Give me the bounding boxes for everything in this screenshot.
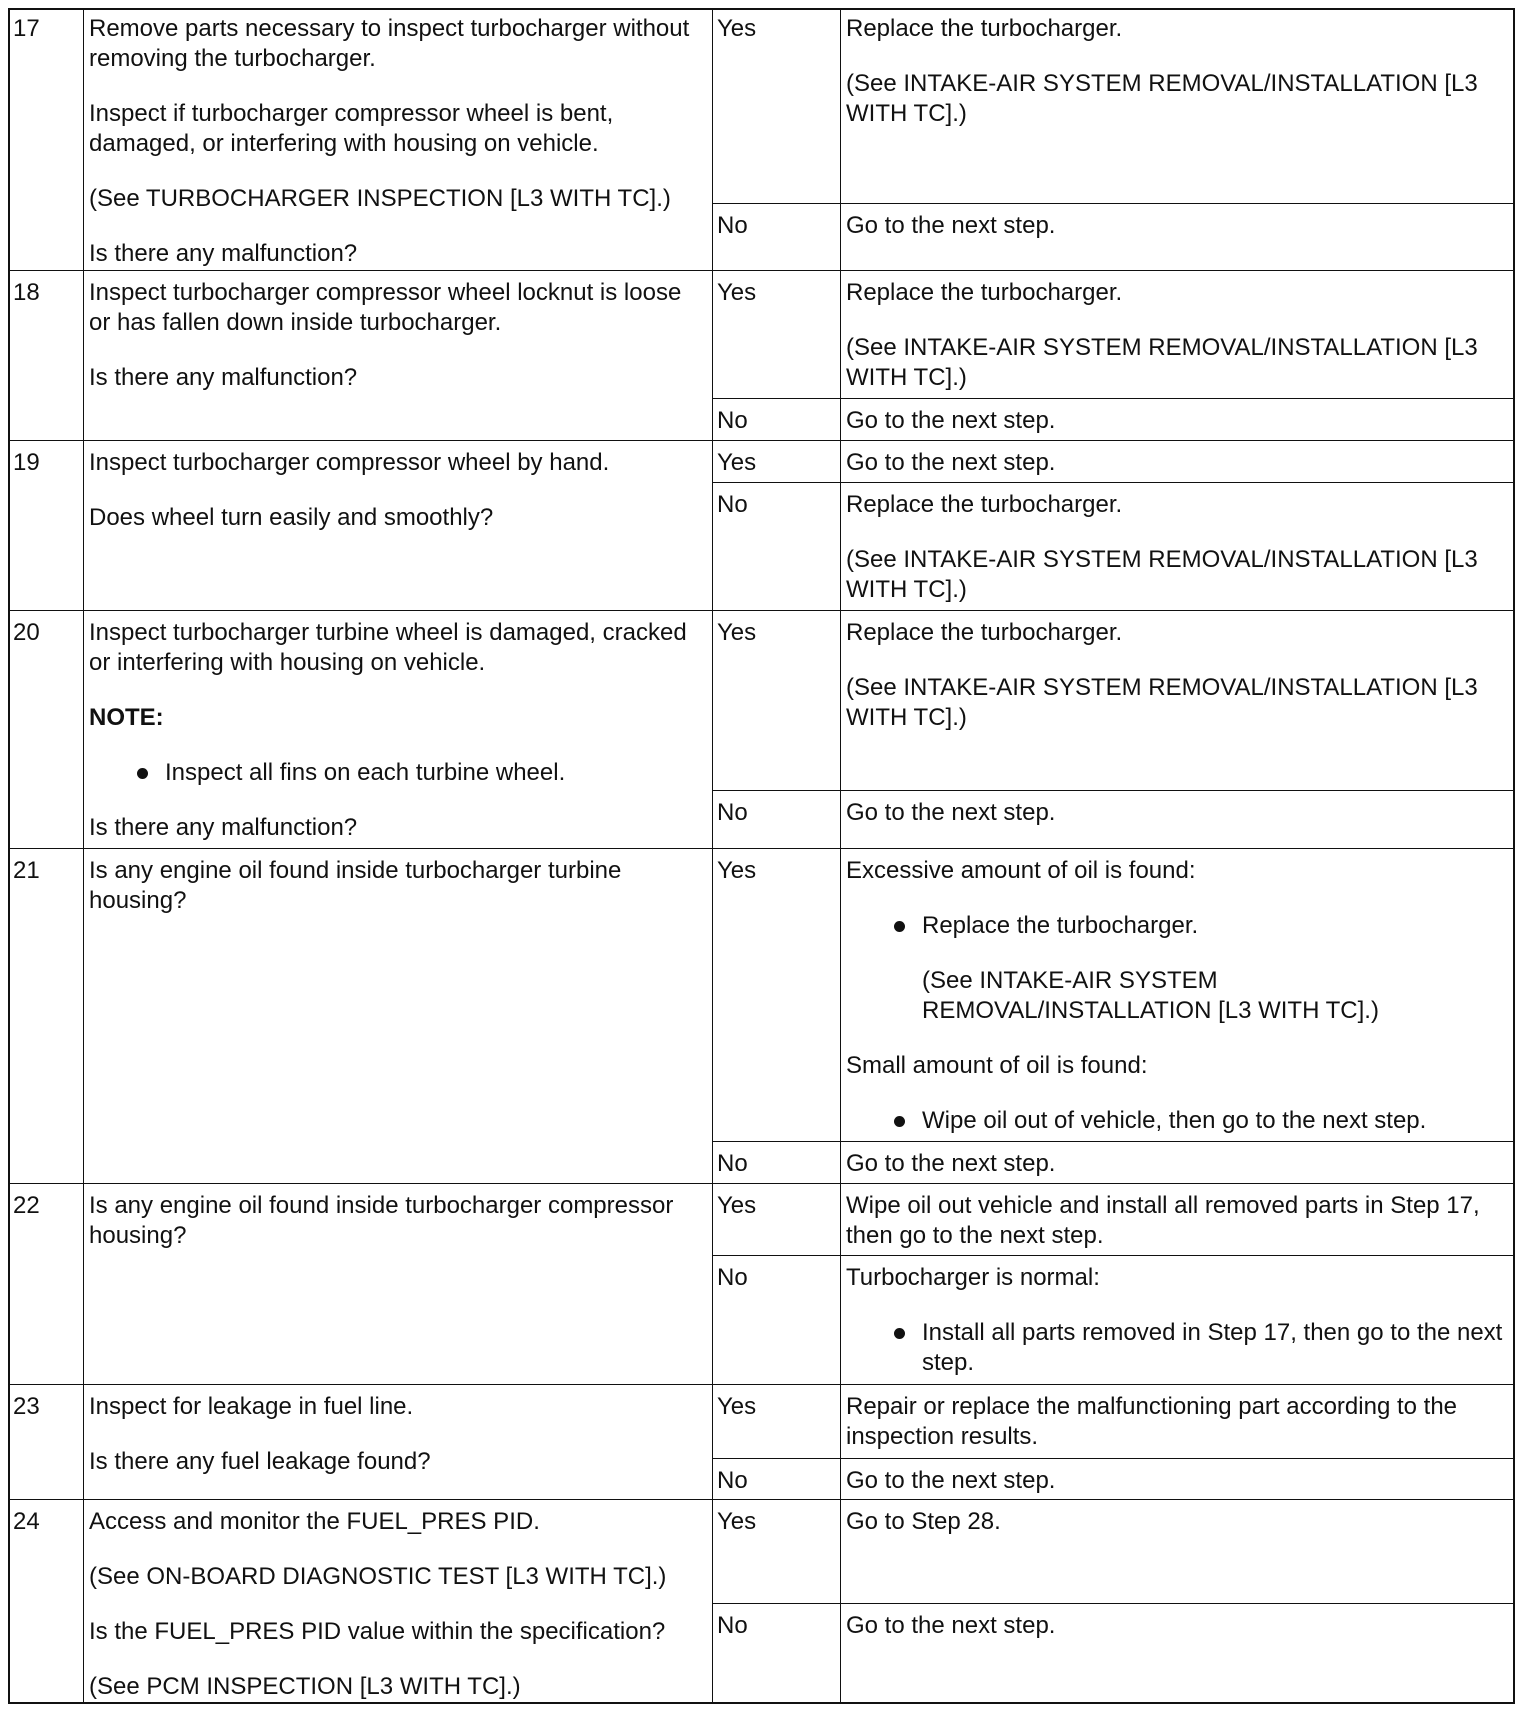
no-label: No <box>717 1150 748 1177</box>
row-divider <box>10 848 1515 849</box>
reference-text: (See INTAKE-AIR SYSTEM REMOVAL/INSTALLATION [L3 WITH TC].) <box>922 967 1379 1024</box>
yes-no-divider <box>712 1603 1515 1604</box>
question-text: Inspect if turbocharger compressor wheel is bent, damaged, or interfering with housing on vehicle. <box>89 100 614 157</box>
column-divider <box>83 10 84 1704</box>
action-text: Small amount of oil is found: <box>846 1052 1148 1079</box>
no-label: No <box>717 1612 748 1639</box>
step-question <box>89 1507 707 1702</box>
no-action: Go to the next step. <box>846 1150 1056 1177</box>
question-prompt: Is there any fuel leakage found? <box>89 1448 431 1475</box>
action-text: Replace the turbocharger. <box>846 619 1123 646</box>
action-text: Replace the turbocharger. <box>846 15 1123 42</box>
question-prompt: Is there any malfunction? <box>89 814 358 841</box>
yes-no-divider <box>712 1458 1515 1459</box>
no-action <box>846 490 1511 605</box>
reference-text: (See INTAKE-AIR SYSTEM REMOVAL/INSTALLATION [L3 WITH TC].) <box>846 546 1478 603</box>
yes-label: Yes <box>717 619 757 646</box>
yes-label: Yes <box>717 857 757 884</box>
step-question <box>89 1191 707 1251</box>
note-bullet: Inspect all fins on each turbine wheel. <box>89 758 707 788</box>
yes-no-divider <box>712 398 1515 399</box>
row-divider <box>10 270 1515 271</box>
question-text: Access and monitor the FUEL_PRES PID. <box>89 1508 540 1535</box>
question-prompt: Is there any malfunction? <box>89 364 358 391</box>
no-label: No <box>717 1264 748 1291</box>
yes-no-divider <box>712 482 1515 483</box>
action-bullet: Replace the turbocharger. <box>846 911 1511 941</box>
step-number: 18 <box>13 279 40 306</box>
yes-label: Yes <box>717 15 757 42</box>
step-number: 21 <box>13 857 40 884</box>
no-label: No <box>717 407 748 434</box>
step-question <box>89 1392 707 1477</box>
reference-text: (See INTAKE-AIR SYSTEM REMOVAL/INSTALLATION [L3 WITH TC].) <box>846 70 1478 127</box>
action-text: Turbocharger is normal: <box>846 1264 1100 1291</box>
row-divider <box>10 610 1515 611</box>
yes-action: Go to Step 28. <box>846 1508 1001 1535</box>
row-divider <box>10 1183 1515 1184</box>
question-prompt: Is the FUEL_PRES PID value within the specification? <box>89 1618 666 1645</box>
row-divider <box>10 440 1515 441</box>
column-divider <box>712 10 713 1704</box>
no-label: No <box>717 491 748 518</box>
yes-no-divider <box>712 203 1515 204</box>
yes-action <box>846 278 1511 393</box>
question-prompt: Is there any malfunction? <box>89 240 358 267</box>
step-number: 22 <box>13 1192 40 1219</box>
step-number: 17 <box>13 15 40 42</box>
no-label: No <box>717 799 748 826</box>
yes-no-divider <box>712 1255 1515 1256</box>
question-text: Inspect for leakage in fuel line. <box>89 1393 414 1420</box>
yes-action: Go to the next step. <box>846 449 1056 476</box>
no-label: No <box>717 1467 748 1494</box>
question-text: Inspect turbocharger compressor wheel locknut is loose or has fallen down inside turbocharger. <box>89 279 682 336</box>
step-question <box>89 278 707 393</box>
yes-label: Yes <box>717 449 757 476</box>
yes-action <box>846 856 1511 1136</box>
note-label: NOTE: <box>89 704 164 731</box>
no-action: Go to the next step. <box>846 1467 1056 1494</box>
step-question <box>89 618 707 843</box>
no-action: Go to the next step. <box>846 212 1056 239</box>
action-text: Excessive amount of oil is found: <box>846 857 1196 884</box>
column-divider <box>840 10 841 1704</box>
step-number: 23 <box>13 1393 40 1420</box>
no-action: Go to the next step. <box>846 799 1056 826</box>
action-text: Replace the turbocharger. <box>846 279 1123 306</box>
reference-text: (See INTAKE-AIR SYSTEM REMOVAL/INSTALLATION [L3 WITH TC].) <box>846 334 1478 391</box>
troubleshooting-table <box>8 8 1515 1704</box>
question-text: Is any engine oil found inside turbocharger turbine housing? <box>89 857 622 914</box>
note-heading <box>89 703 707 733</box>
step-question <box>89 856 707 916</box>
reference-text: (See TURBOCHARGER INSPECTION [L3 WITH TC].) <box>89 185 671 212</box>
question-text: Remove parts necessary to inspect turbocharger without removing the turbocharger. <box>89 15 690 72</box>
reference-text: (See PCM INSPECTION [L3 WITH TC].) <box>89 1673 521 1700</box>
step-number: 20 <box>13 619 40 646</box>
reference-text: (See INTAKE-AIR SYSTEM REMOVAL/INSTALLATION [L3 WITH TC].) <box>846 674 1478 731</box>
action-text: Replace the turbocharger. <box>846 491 1123 518</box>
yes-no-divider <box>712 1141 1515 1142</box>
yes-action <box>846 618 1511 733</box>
no-action <box>846 1263 1511 1378</box>
reference-text: (See ON-BOARD DIAGNOSTIC TEST [L3 WITH TC].) <box>89 1563 667 1590</box>
yes-label: Yes <box>717 1192 757 1219</box>
yes-action <box>846 14 1511 129</box>
row-divider <box>10 1384 1515 1385</box>
yes-label: Yes <box>717 1508 757 1535</box>
no-action: Go to the next step. <box>846 1612 1056 1639</box>
yes-label: Yes <box>717 1393 757 1420</box>
question-prompt: Does wheel turn easily and smoothly? <box>89 504 494 531</box>
step-number: 19 <box>13 449 40 476</box>
action-bullet: Wipe oil out of vehicle, then go to the next step. <box>846 1106 1511 1136</box>
question-text: Is any engine oil found inside turbocharger compressor housing? <box>89 1192 674 1249</box>
question-text: Inspect turbocharger compressor wheel by hand. <box>89 449 610 476</box>
yes-action: Wipe oil out vehicle and install all removed parts in Step 17, then go to the next step. <box>846 1192 1480 1249</box>
row-divider <box>10 1499 1515 1500</box>
action-bullet: Install all parts removed in Step 17, then go to the next step. <box>846 1318 1511 1378</box>
no-action: Go to the next step. <box>846 407 1056 434</box>
question-text: Inspect turbocharger turbine wheel is damaged, cracked or interfering with housing on vehicle. <box>89 619 687 676</box>
no-label: No <box>717 212 748 239</box>
yes-action: Repair or replace the malfunctioning part according to the inspection results. <box>846 1393 1458 1450</box>
yes-no-divider <box>712 790 1515 791</box>
step-number: 24 <box>13 1508 40 1535</box>
yes-label: Yes <box>717 279 757 306</box>
step-question <box>89 14 707 269</box>
step-question <box>89 448 707 533</box>
